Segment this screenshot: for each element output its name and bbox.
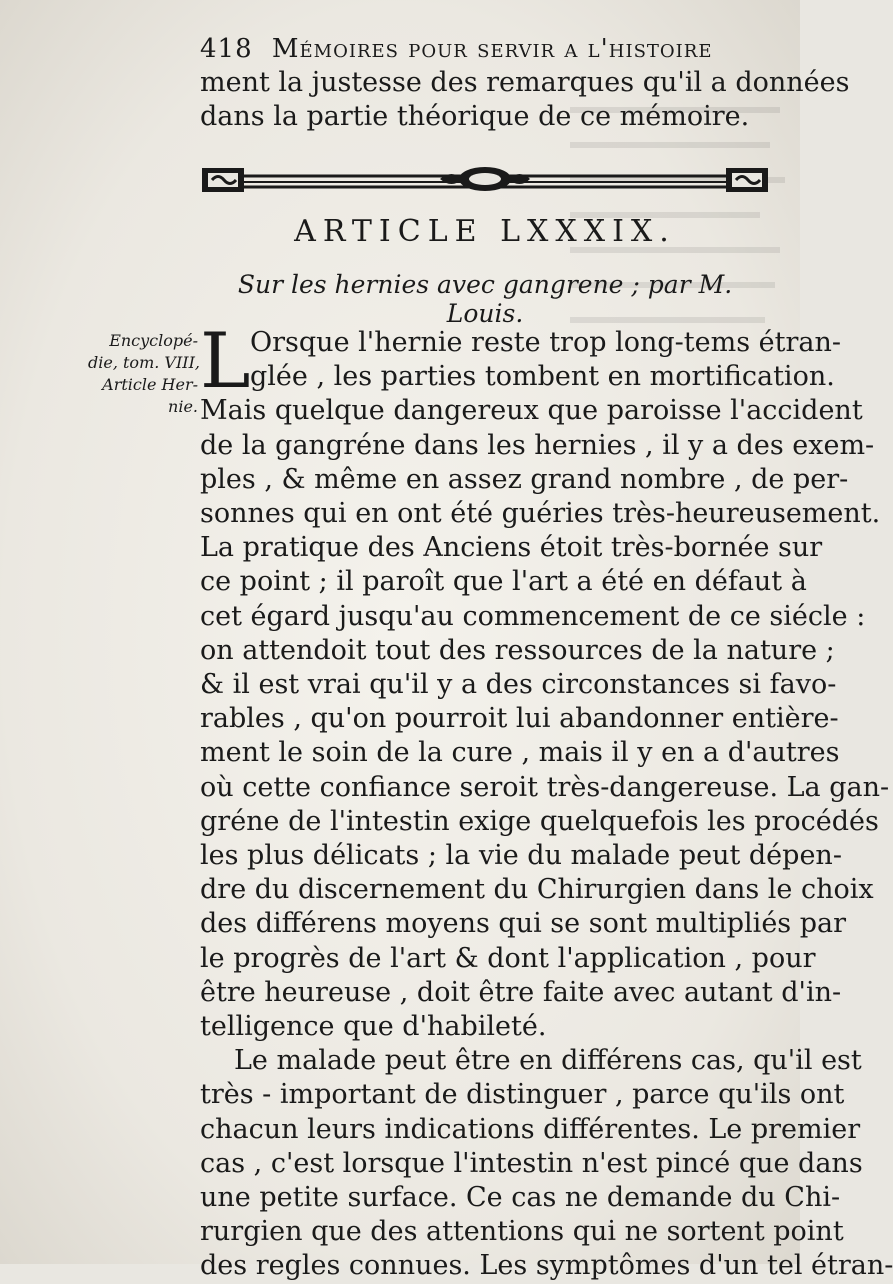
text-line: telligence que d'habileté.	[200, 1011, 547, 1043]
ornamental-rule	[200, 160, 770, 200]
text-line: rables , qu'on pourroit lui abandonner entière-	[200, 703, 839, 735]
text-line: des différens moyens qui se sont multipliés par	[200, 908, 847, 940]
text-line: dre du discernement du Chirurgien dans le choix	[200, 874, 874, 906]
text-line: où cette confiance seroit très-dangereuse. La gan-	[200, 771, 890, 803]
text-line: Le malade peut être en différens cas, qu'il est	[234, 1045, 862, 1077]
text-line: très - important de distinguer , parce qu'ils ont	[200, 1079, 845, 1111]
text-line: cet égard jusqu'au commencement de ce siécle :	[200, 600, 866, 632]
text-line: rurgien que des attentions qui ne sortent point	[200, 1216, 844, 1248]
text-line: sonnes qui en ont été guéries très-heureusement.	[200, 498, 881, 530]
text-line: de la gangréne dans les hernies , il y a des exem-	[200, 429, 875, 461]
article-heading: ARTICLE LXXXIX.	[294, 214, 676, 249]
text-line: La pratique des Anciens étoit très-bornée sur	[200, 532, 823, 564]
text-line: & il est vrai qu'il y a des circonstances si favo-	[200, 669, 837, 701]
text-line: ce point ; il paroît que l'art a été en défaut à	[200, 566, 807, 598]
page-number: 418	[200, 34, 253, 64]
running-header	[200, 34, 770, 64]
text-line: gréne de l'intestin exige quelquefois les procédés	[200, 805, 879, 837]
text-line: Orsque l'hernie reste trop long-tems étran-	[250, 327, 841, 358]
running-title: Mémoires pour servir a l'histoire	[271, 34, 713, 64]
continuation-text	[200, 66, 850, 134]
text-line: Mais quelque dangereux que paroisse l'accident	[200, 395, 863, 427]
text-line: dans la partie théorique de ce mémoire.	[200, 101, 750, 132]
margin-note-line: nie.	[168, 397, 198, 416]
body-text	[200, 316, 893, 1284]
margin-note-line: Article Her-	[102, 375, 198, 394]
text-line: ment le soin de la cure , mais il y en a d'autres	[200, 737, 840, 769]
drop-cap: L	[200, 316, 251, 405]
text-line: ment la justesse des remarques qu'il a données	[200, 67, 850, 98]
text-line: on attendoit tout des ressources de la nature ;	[200, 634, 835, 666]
text-line: une petite surface. Ce cas ne demande du Chi-	[200, 1182, 841, 1214]
text-line: cas , c'est lorsque l'intestin n'est pincé que dans	[200, 1147, 863, 1179]
text-line: le progrès de l'art & dont l'application , pour	[200, 942, 816, 974]
text-line: des regles connues. Les symptômes d'un tel étran-	[200, 1250, 893, 1282]
margin-note-line: die, tom. VIII,	[88, 353, 201, 372]
text-line: glée , les parties tombent en mortification.	[250, 361, 835, 393]
margin-note-line: Encyclopé-	[109, 331, 198, 350]
text-line: être heureuse , doit être faite avec autant d'in-	[200, 976, 842, 1008]
text-line: ples , & même en assez grand nombre , de per-	[200, 463, 849, 495]
margin-note	[88, 330, 201, 418]
text-line: chacun leurs indications différentes. Le premier	[200, 1113, 861, 1145]
article-subtitle: Sur les hernies avec gangrene ; par M. Louis.	[237, 270, 733, 328]
text-line: les plus délicats ; la vie du malade peut dépen-	[200, 840, 842, 872]
